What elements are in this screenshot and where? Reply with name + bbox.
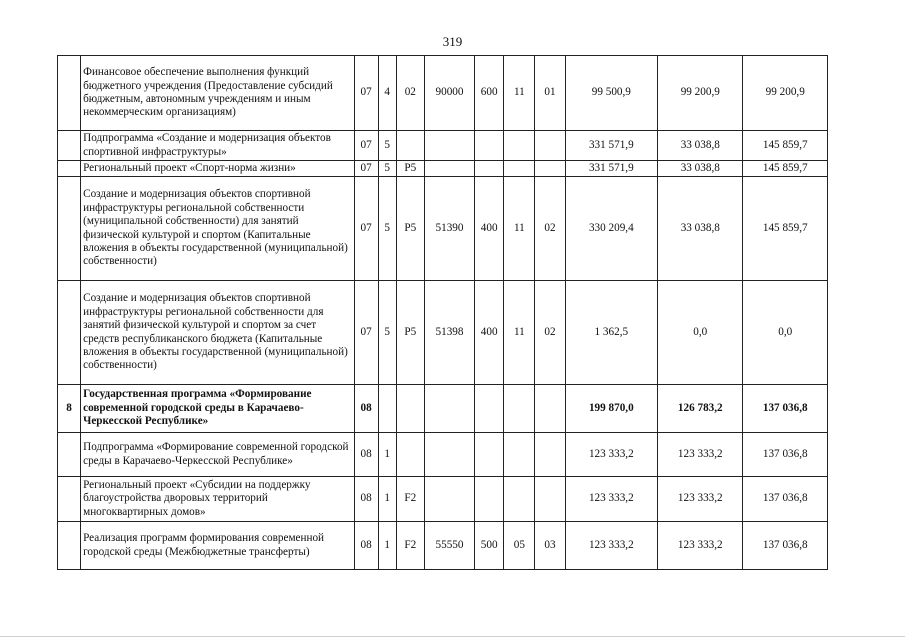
code-expense-type [475,433,504,477]
code-subsection [535,161,565,177]
code-chapter [504,433,535,477]
amount-year-2: 33 038,8 [658,177,743,281]
code-chapter: 11 [504,281,535,385]
code-subsection: 02 [535,281,565,385]
amount-year-3: 137 036,8 [743,522,828,570]
code-direction [424,477,474,522]
code-section: 08 [354,477,378,522]
code-subsection: 03 [535,522,565,570]
table-row [58,131,828,161]
amount-year-3: 137 036,8 [743,477,828,522]
code-subprogram: 5 [378,161,396,177]
code-direction [424,385,474,433]
code-chapter [504,161,535,177]
code-subprogram: 1 [378,433,396,477]
code-chapter: 11 [504,177,535,281]
code-direction [424,161,474,177]
row-number [58,522,81,570]
table-row [58,161,828,177]
code-section: 08 [354,522,378,570]
table-row [58,281,828,385]
table-row [58,177,828,281]
amount-year-1: 331 571,9 [565,161,657,177]
row-name: Реализация программ формирования современной городской среды (Межбюджетные трансферты) [81,522,354,570]
row-name: Региональный проект «Спорт-норма жизни» [81,161,354,177]
code-expense-type: 400 [475,281,504,385]
code-expense-type [475,477,504,522]
code-direction: 51398 [424,281,474,385]
budget-table [57,55,828,570]
code-section: 08 [354,385,378,433]
code-direction: 51390 [424,177,474,281]
code-chapter: 05 [504,522,535,570]
code-expense-type [475,161,504,177]
table-row [58,477,828,522]
code-direction: 55550 [424,522,474,570]
row-number [58,281,81,385]
code-subsection: 01 [535,56,565,131]
code-chapter [504,131,535,161]
code-subsection [535,477,565,522]
code-direction [424,131,474,161]
code-project: P5 [396,161,424,177]
code-subprogram: 5 [378,281,396,385]
row-name: Создание и модернизация объектов спортивной инфраструктуры региональной собственности для занятий физической культурой и спортом за счет средств республиканского бюджета (Капитальные вложения в объекты государственной (муниципальной) собственности) [81,281,354,385]
scan-edge-line [0,636,905,637]
code-project [396,131,424,161]
amount-year-3: 0,0 [743,281,828,385]
table-body [58,56,828,570]
code-chapter [504,385,535,433]
code-section: 07 [354,56,378,131]
page-number: 319 [442,34,463,49]
code-subsection: 02 [535,177,565,281]
code-subsection [535,433,565,477]
table-row [58,433,828,477]
code-expense-type [475,131,504,161]
code-expense-type: 400 [475,177,504,281]
code-expense-type: 500 [475,522,504,570]
row-name: Подпрограмма «Создание и модернизация объектов спортивной инфраструктуры» [81,131,354,161]
row-number [58,177,81,281]
code-subprogram: 1 [378,477,396,522]
row-number [58,56,81,131]
amount-year-1: 330 209,4 [565,177,657,281]
row-name: Финансовое обеспечение выполнения функций бюджетного учреждения (Предоставление субсидий бюджетным, автономным учреждениям и иным некоммерческим организациям) [81,56,354,131]
row-name: Региональный проект «Субсидии на поддержку благоустройства дворовых территорий многоквартирных домов» [81,477,354,522]
code-section: 07 [354,281,378,385]
row-number [58,161,81,177]
code-section: 07 [354,177,378,281]
row-number [58,433,81,477]
code-project [396,433,424,477]
code-project: F2 [396,477,424,522]
code-project: 02 [396,56,424,131]
code-subprogram: 5 [378,177,396,281]
code-section: 07 [354,161,378,177]
table-row [58,522,828,570]
amount-year-2: 33 038,8 [658,131,743,161]
amount-year-2: 0,0 [658,281,743,385]
code-subprogram [378,385,396,433]
code-subprogram: 1 [378,522,396,570]
code-project: F2 [396,522,424,570]
amount-year-1: 1 362,5 [565,281,657,385]
row-number [58,131,81,161]
code-chapter: 11 [504,56,535,131]
code-project: P5 [396,177,424,281]
amount-year-1: 123 333,2 [565,522,657,570]
amount-year-2: 126 783,2 [658,385,743,433]
amount-year-1: 99 500,9 [565,56,657,131]
code-project [396,385,424,433]
code-direction: 90000 [424,56,474,131]
code-section: 07 [354,131,378,161]
amount-year-2: 99 200,9 [658,56,743,131]
amount-year-3: 137 036,8 [743,385,828,433]
row-name: Создание и модернизация объектов спортивной инфраструктуры региональной собственности (муниципальной собственности) для занятий физической культурой и спортом (Капитальные вложения в объекты государственной (муниципальной) собственности) [81,177,354,281]
amount-year-3: 137 036,8 [743,433,828,477]
code-subsection [535,385,565,433]
amount-year-1: 123 333,2 [565,433,657,477]
amount-year-1: 123 333,2 [565,477,657,522]
table-row [58,56,828,131]
code-section: 08 [354,433,378,477]
row-name: Государственная программа «Формирование современной городской среды в Карачаево-Черкесской Республике» [81,385,354,433]
code-subprogram: 4 [378,56,396,131]
amount-year-2: 123 333,2 [658,477,743,522]
amount-year-1: 331 571,9 [565,131,657,161]
amount-year-2: 123 333,2 [658,522,743,570]
row-name: Подпрограмма «Формирование современной городской среды в Карачаево-Черкесской Республике» [81,433,354,477]
amount-year-3: 145 859,7 [743,177,828,281]
code-project: P5 [396,281,424,385]
amount-year-3: 145 859,7 [743,161,828,177]
code-expense-type: 600 [475,56,504,131]
amount-year-3: 99 200,9 [743,56,828,131]
amount-year-1: 199 870,0 [565,385,657,433]
row-number [58,477,81,522]
amount-year-3: 145 859,7 [743,131,828,161]
code-subsection [535,131,565,161]
code-expense-type [475,385,504,433]
code-chapter [504,477,535,522]
amount-year-2: 33 038,8 [658,161,743,177]
row-number: 8 [58,385,81,433]
amount-year-2: 123 333,2 [658,433,743,477]
table-row [58,385,828,433]
code-direction [424,433,474,477]
code-subprogram: 5 [378,131,396,161]
